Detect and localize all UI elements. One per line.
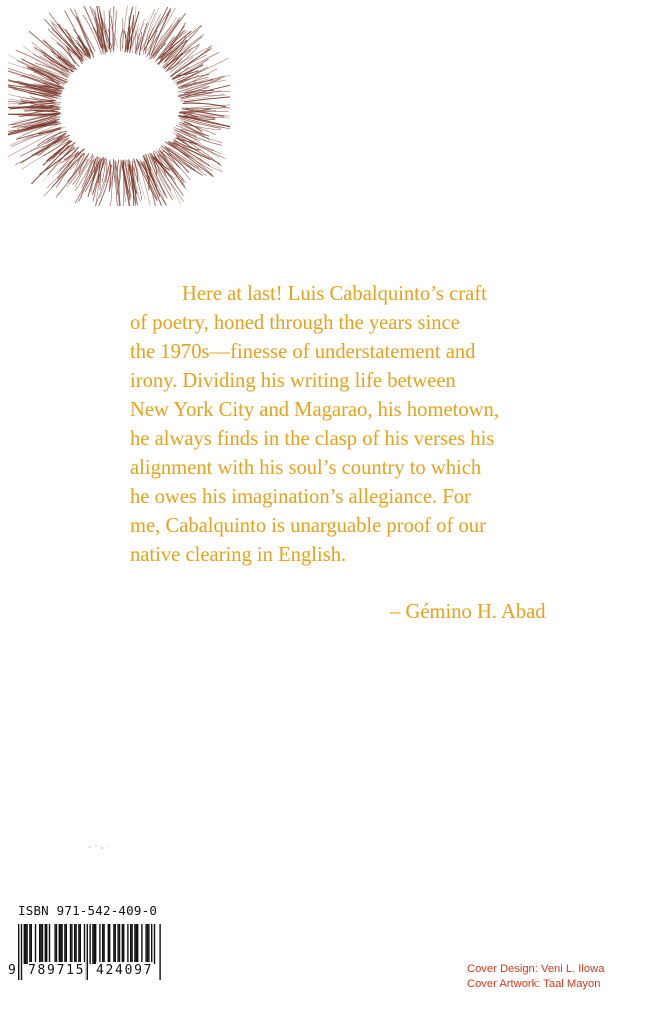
- barcode-bar: [137, 924, 138, 964]
- artwork-stroke: [29, 32, 71, 67]
- barcode-bar: [119, 924, 120, 964]
- cover-artwork-credit: Cover Artwork: Taal Mayon: [467, 978, 601, 990]
- barcode-bar: [108, 924, 109, 964]
- barcode-bar: [109, 924, 110, 964]
- barcode-bar: [29, 924, 30, 964]
- barcode-left-digits: 789715: [28, 963, 86, 978]
- blurb-line: New York City and Magarao, his hometown,: [130, 399, 499, 421]
- barcode-bar: [123, 924, 124, 964]
- barcode-bar: [148, 924, 149, 964]
- blurb-line: he owes his imagination’s allegiance. For: [130, 486, 471, 508]
- barcode-bar: [87, 924, 88, 980]
- barcode-bar: [95, 924, 96, 964]
- barcode-bar: [35, 924, 36, 964]
- blurb-attribution: – Gémino H. Abad: [390, 601, 546, 623]
- barcode-bar: [40, 924, 41, 964]
- barcode-bar: [134, 924, 135, 964]
- blurb-line: of poetry, honed through the years since: [130, 312, 460, 334]
- barcode-bar: [56, 924, 57, 964]
- artwork-stroke: [106, 160, 107, 183]
- barcode-bar: [66, 924, 67, 964]
- barcode-bar: [59, 924, 60, 964]
- barcode-bar: [70, 924, 71, 964]
- barcode-bar: [75, 924, 76, 964]
- blurb-line: irony. Dividing his writing life between: [130, 370, 456, 392]
- barcode-bar: [21, 924, 22, 980]
- barcode-bar: [136, 924, 137, 964]
- barcode-bar: [113, 924, 114, 964]
- barcode-bar: [159, 924, 160, 980]
- barcode: [8, 924, 168, 986]
- blurb-line: alignment with his soul’s country to which: [130, 457, 482, 479]
- blurb-line: the 1970s—finesse of understatement and: [130, 341, 476, 363]
- barcode-bar: [89, 924, 90, 964]
- barcode-bar: [78, 924, 79, 964]
- barcode-bar: [25, 924, 26, 964]
- barcode-bar: [49, 924, 50, 964]
- barcode-bar: [18, 924, 19, 980]
- blurb-line: native clearing in English.: [130, 544, 347, 566]
- barcode-bar: [64, 924, 65, 964]
- barcode-bar: [99, 924, 100, 964]
- barcode-bar: [130, 924, 131, 964]
- isbn-label: ISBN 971-542-409-0: [18, 903, 158, 918]
- barcode-bar: [60, 924, 61, 964]
- barcode-bar: [24, 924, 25, 964]
- barcode-bar: [74, 924, 75, 964]
- cover-credits: [467, 962, 604, 992]
- barcode-bar: [154, 924, 155, 964]
- barcode-bar: [46, 924, 47, 964]
- barcode-bar: [42, 924, 43, 964]
- barcode-bar: [26, 924, 27, 964]
- blurb-line: he always finds in the clasp of his verses his: [130, 428, 495, 450]
- barcode-bar: [39, 924, 40, 964]
- barcode-bar: [92, 924, 93, 964]
- barcode-bar: [131, 924, 132, 964]
- barcode-bar: [117, 924, 118, 964]
- barcode-bar: [145, 924, 146, 964]
- barcode-bar: [151, 924, 152, 964]
- barcode-lead-digit: 9: [8, 963, 16, 978]
- barcode-bar: [45, 924, 46, 964]
- barcode-bar: [102, 924, 103, 964]
- barcode-bar: [80, 924, 81, 964]
- barcode-bar: [127, 924, 128, 964]
- barcode-bar: [61, 924, 62, 964]
- barcode-bar: [122, 924, 123, 964]
- barcode-bar: [147, 924, 148, 964]
- artwork-stroke: [174, 142, 209, 166]
- barcode-right-digits: 424097: [96, 963, 154, 978]
- hairy-ring-artwork: [8, 6, 230, 206]
- barcode-bar: [54, 924, 55, 964]
- barcode-bar: [115, 924, 116, 964]
- barcode-bar: [103, 924, 104, 964]
- artwork-stroke: [8, 114, 58, 115]
- cover-design-credit: Cover Design: Veni L. Ilowa: [467, 963, 605, 975]
- barcode-bar: [71, 924, 72, 964]
- artwork-stroke: [110, 25, 118, 48]
- blurb-paragraph: [130, 280, 630, 570]
- barcode-bar: [94, 924, 95, 964]
- artwork-stroke: [183, 103, 225, 107]
- print-speck: [86, 842, 112, 852]
- barcode-bar: [31, 924, 32, 964]
- artwork-stroke: [114, 10, 117, 46]
- barcode-bar: [141, 924, 142, 964]
- blurb-line: Here at last! Luis Cabalquinto’s craft: [182, 283, 487, 305]
- blurb-line: me, Cabalquinto is unarguable proof of our: [130, 515, 486, 537]
